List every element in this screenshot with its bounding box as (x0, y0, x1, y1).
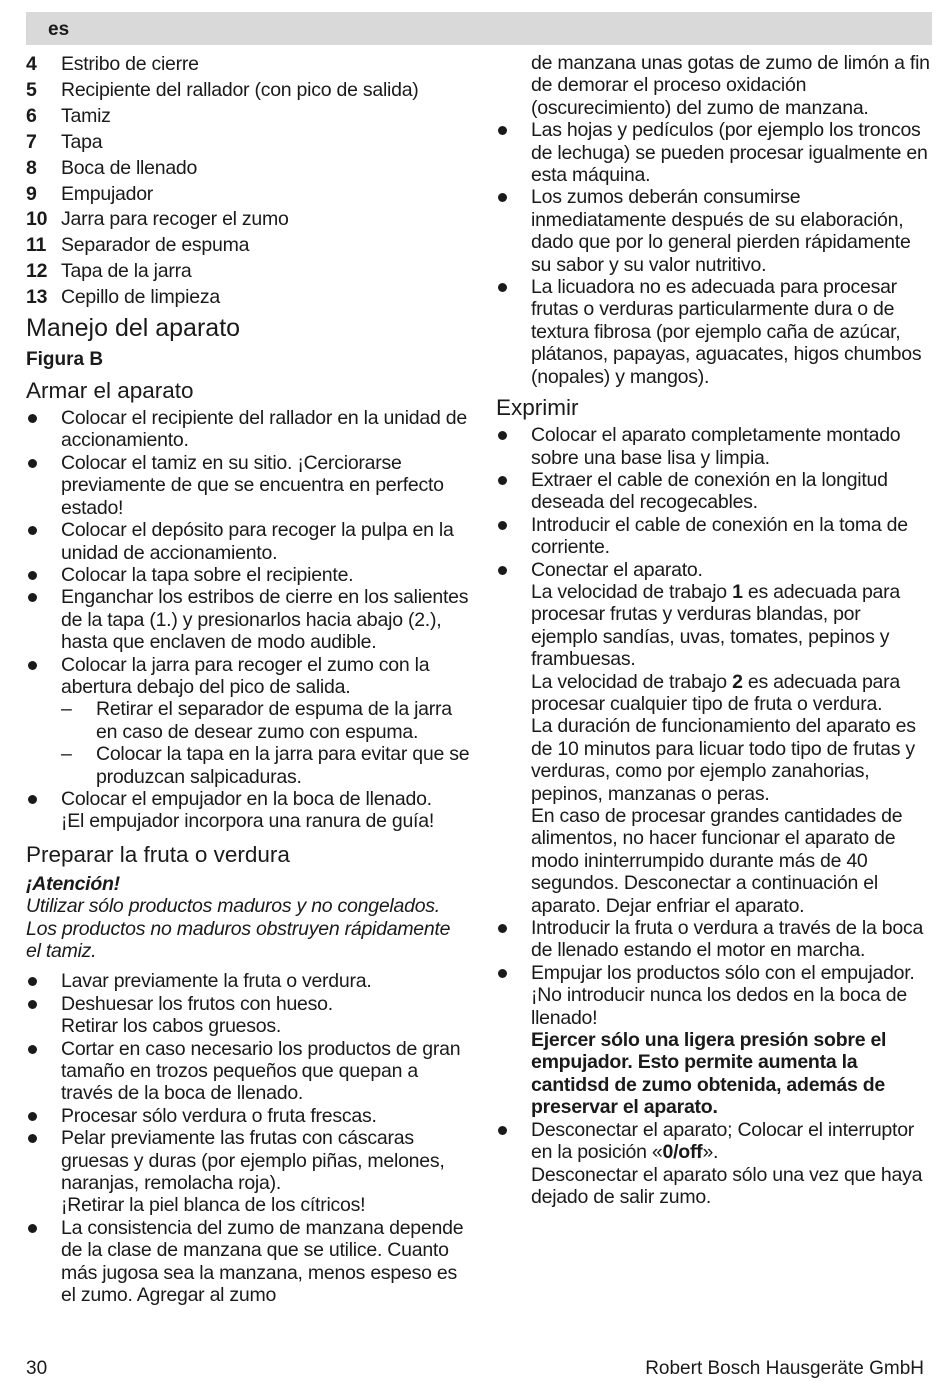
list-item: 4 Estribo de cierre (26, 53, 199, 75)
bullet-icon (26, 1127, 61, 1217)
list-item: Colocar el aparato completamente montado sobre una base lisa y limpia. (496, 424, 932, 469)
bullet-icon (496, 424, 531, 469)
sub-list-item: – Retirar el separador de espuma de la jarra en caso de desear zumo con espuma. (61, 698, 452, 743)
list-item: Empujar los productos sólo con el empujador. ¡No introducir nunca los dedos en la boca de llenado! Ejercer sólo una ligera presión sobre el empujador. Esto permite aumenta la cantidsd de zumo obtenida, además de preservar el aparato. (496, 962, 932, 1119)
attention-label: ¡Atención! (26, 872, 120, 895)
bullet-icon (26, 564, 61, 586)
list-item: Conectar el aparato. La velocidad de trabajo 1 es adecuada para procesar frutas y verduras blandas, por ejemplo sandías, uvas, tomates, pepinos y frambuesas. La velocidad de trabajo 2 es adecuada para procesar cualquier tipo de fruta o verdura. La duración de funcionamiento del aparato es de 10 minutos para licuar todo tipo de frutas y verduras, como por ejemplo zanahorias, pepinos, manzanas o peras. En caso de procesar grandes cantidades de alimentos, no hacer funcionar el aparato de modo ininterrumpido durante más de 40 segundos. Desconectar a continuación el aparato. Dejar enfriar el aparato. (496, 559, 932, 918)
bullet-icon (496, 119, 531, 186)
bullet-icon (26, 654, 61, 699)
list-item: Deshuesar los frutos con hueso. Retirar los cabos gruesos. (26, 993, 470, 1038)
sub-list-item: – Colocar la tapa en la jarra para evitar que se produzcan salpicaduras. (61, 743, 470, 788)
list-item: 8 Boca de llenado (26, 156, 198, 179)
list-item: Introducir la fruta o verdura a través de la boca de llenado estando el motor en marcha. (496, 917, 932, 962)
parts-list (26, 52, 470, 311)
bullet-icon (496, 469, 531, 514)
bullet-icon (496, 917, 531, 962)
list-item: Colocar la tapa sobre el recipiente. (26, 564, 470, 586)
bullet-icon (26, 993, 61, 1038)
list-item: 6 Tamiz (26, 104, 111, 127)
bullet-icon (496, 514, 531, 559)
list-item: Colocar el tamiz en su sitio. ¡Cerciorarse previamente de que se encuentra en perfecto estado! (26, 452, 470, 519)
subsection-title-exprimir: Exprimir (496, 395, 579, 421)
section-title-manejo: Manejo del aparato (26, 314, 241, 343)
dash-icon: – (61, 743, 72, 766)
right-column (496, 52, 932, 1208)
list-item: Extraer el cable de conexión en la longitud deseada del recogecables. (496, 469, 932, 514)
bullet-icon (26, 1038, 61, 1105)
list-item: Pelar previamente las frutas con cáscaras gruesas y duras (por ejemplo piñas, melones, naranjas, remolacha roja). ¡Retirar la piel blanca de los cítricos! (26, 1127, 470, 1217)
list-item: Introducir el cable de conexión en la toma de corriente. (496, 514, 932, 559)
list-item: Colocar el recipiente del rallador en la unidad de accionamiento. (26, 407, 470, 452)
list-item: Cortar en caso necesario los productos de gran tamaño en trozos pequeños que quepan a través de la boca de llenado. (26, 1038, 470, 1105)
left-column (26, 52, 470, 1307)
list-item: 11 Separador de espuma (26, 234, 250, 257)
figure-label: Figura B (26, 349, 104, 371)
list-item: 12 Tapa de la jarra (26, 260, 192, 283)
attention-text: Utilizar sólo productos maduros y no congelados. Los productos no maduros obstruyen rápidamente el tamiz. (26, 895, 451, 962)
list-item: Colocar el depósito para recoger la pulpa en la unidad de accionamiento. (26, 519, 470, 564)
list-item: Las hojas y pedículos (por ejemplo los troncos de lechuga) se pueden procesar igualmente en esta máquina. (496, 119, 932, 186)
company-name: Robert Bosch Hausgeräte GmbH (645, 1358, 924, 1379)
list-item: La consistencia del zumo de manzana depende de la clase de manzana que se utilice. Cuanto más jugosa sea la manzana, menos espeso es el zumo. Agregar al zumo (26, 1217, 470, 1307)
list-item: 5 Recipiente del rallador (con pico de salida) (26, 78, 419, 101)
list-item: Procesar sólo verdura o fruta frescas. (26, 1105, 470, 1127)
bullet-icon (496, 186, 531, 276)
bullet-icon (496, 276, 531, 388)
bullet-icon (496, 559, 531, 918)
list-item: Enganchar los estribos de cierre en los salientes de la tapa (1.) y presionarlos hacia abajo (2.), hasta que enclaven de modo audible. (26, 586, 470, 653)
list-item: 13 Cepillo de limpieza (26, 286, 220, 309)
bullet-icon (26, 1105, 61, 1127)
list-item: Los zumos deberán consumirse inmediatamente después de su elaboración, dado que por lo general pierden rápidamente su sabor y su valor nutritivo. (496, 186, 932, 276)
language-label: es (48, 19, 70, 40)
list-item-continued: de manzana unas gotas de zumo de limón a fin de demorar el proceso oxidación (oscurecimiento) del zumo de manzana. (531, 52, 930, 119)
bullet-icon (26, 452, 61, 519)
dash-icon: – (61, 698, 72, 721)
bullet-icon (26, 970, 61, 992)
bullet-icon (26, 788, 61, 833)
list-item: Colocar la jarra para recoger el zumo con la abertura debajo del pico de salida. (26, 654, 470, 699)
bullet-icon (496, 1119, 531, 1209)
list-item: Desconectar el aparato; Colocar el interruptor en la posición «0/off». Desconectar el aparato sólo una vez que haya dejado de salir zumo. (496, 1119, 932, 1209)
subsection-title-preparar: Preparar la fruta o verdura (26, 841, 290, 867)
bullet-icon (26, 1217, 61, 1307)
language-header-bar (26, 12, 932, 45)
bullet-icon (26, 519, 61, 564)
list-item: Lavar previamente la fruta o verdura. (26, 970, 470, 992)
bullet-icon (26, 407, 61, 452)
bullet-icon (496, 962, 531, 1119)
page-number: 30 (26, 1358, 48, 1379)
list-item: 9 Empujador (26, 182, 154, 205)
list-item: La licuadora no es adecuada para procesar frutas o verduras particularmente dura o de textura fibrosa (por ejemplo caña de azúcar, plátanos, papayas, aguacates, higos chumbos (nopales) y mangos). (496, 276, 932, 388)
list-item: Colocar el empujador en la boca de llenado. ¡El empujador incorpora una ranura de guía! (26, 788, 470, 833)
bullet-icon (26, 586, 61, 653)
subsection-title-armar: Armar el aparato (26, 378, 194, 404)
list-item: 10 Jarra para recoger el zumo (26, 208, 289, 231)
list-item: 7 Tapa (26, 130, 103, 153)
